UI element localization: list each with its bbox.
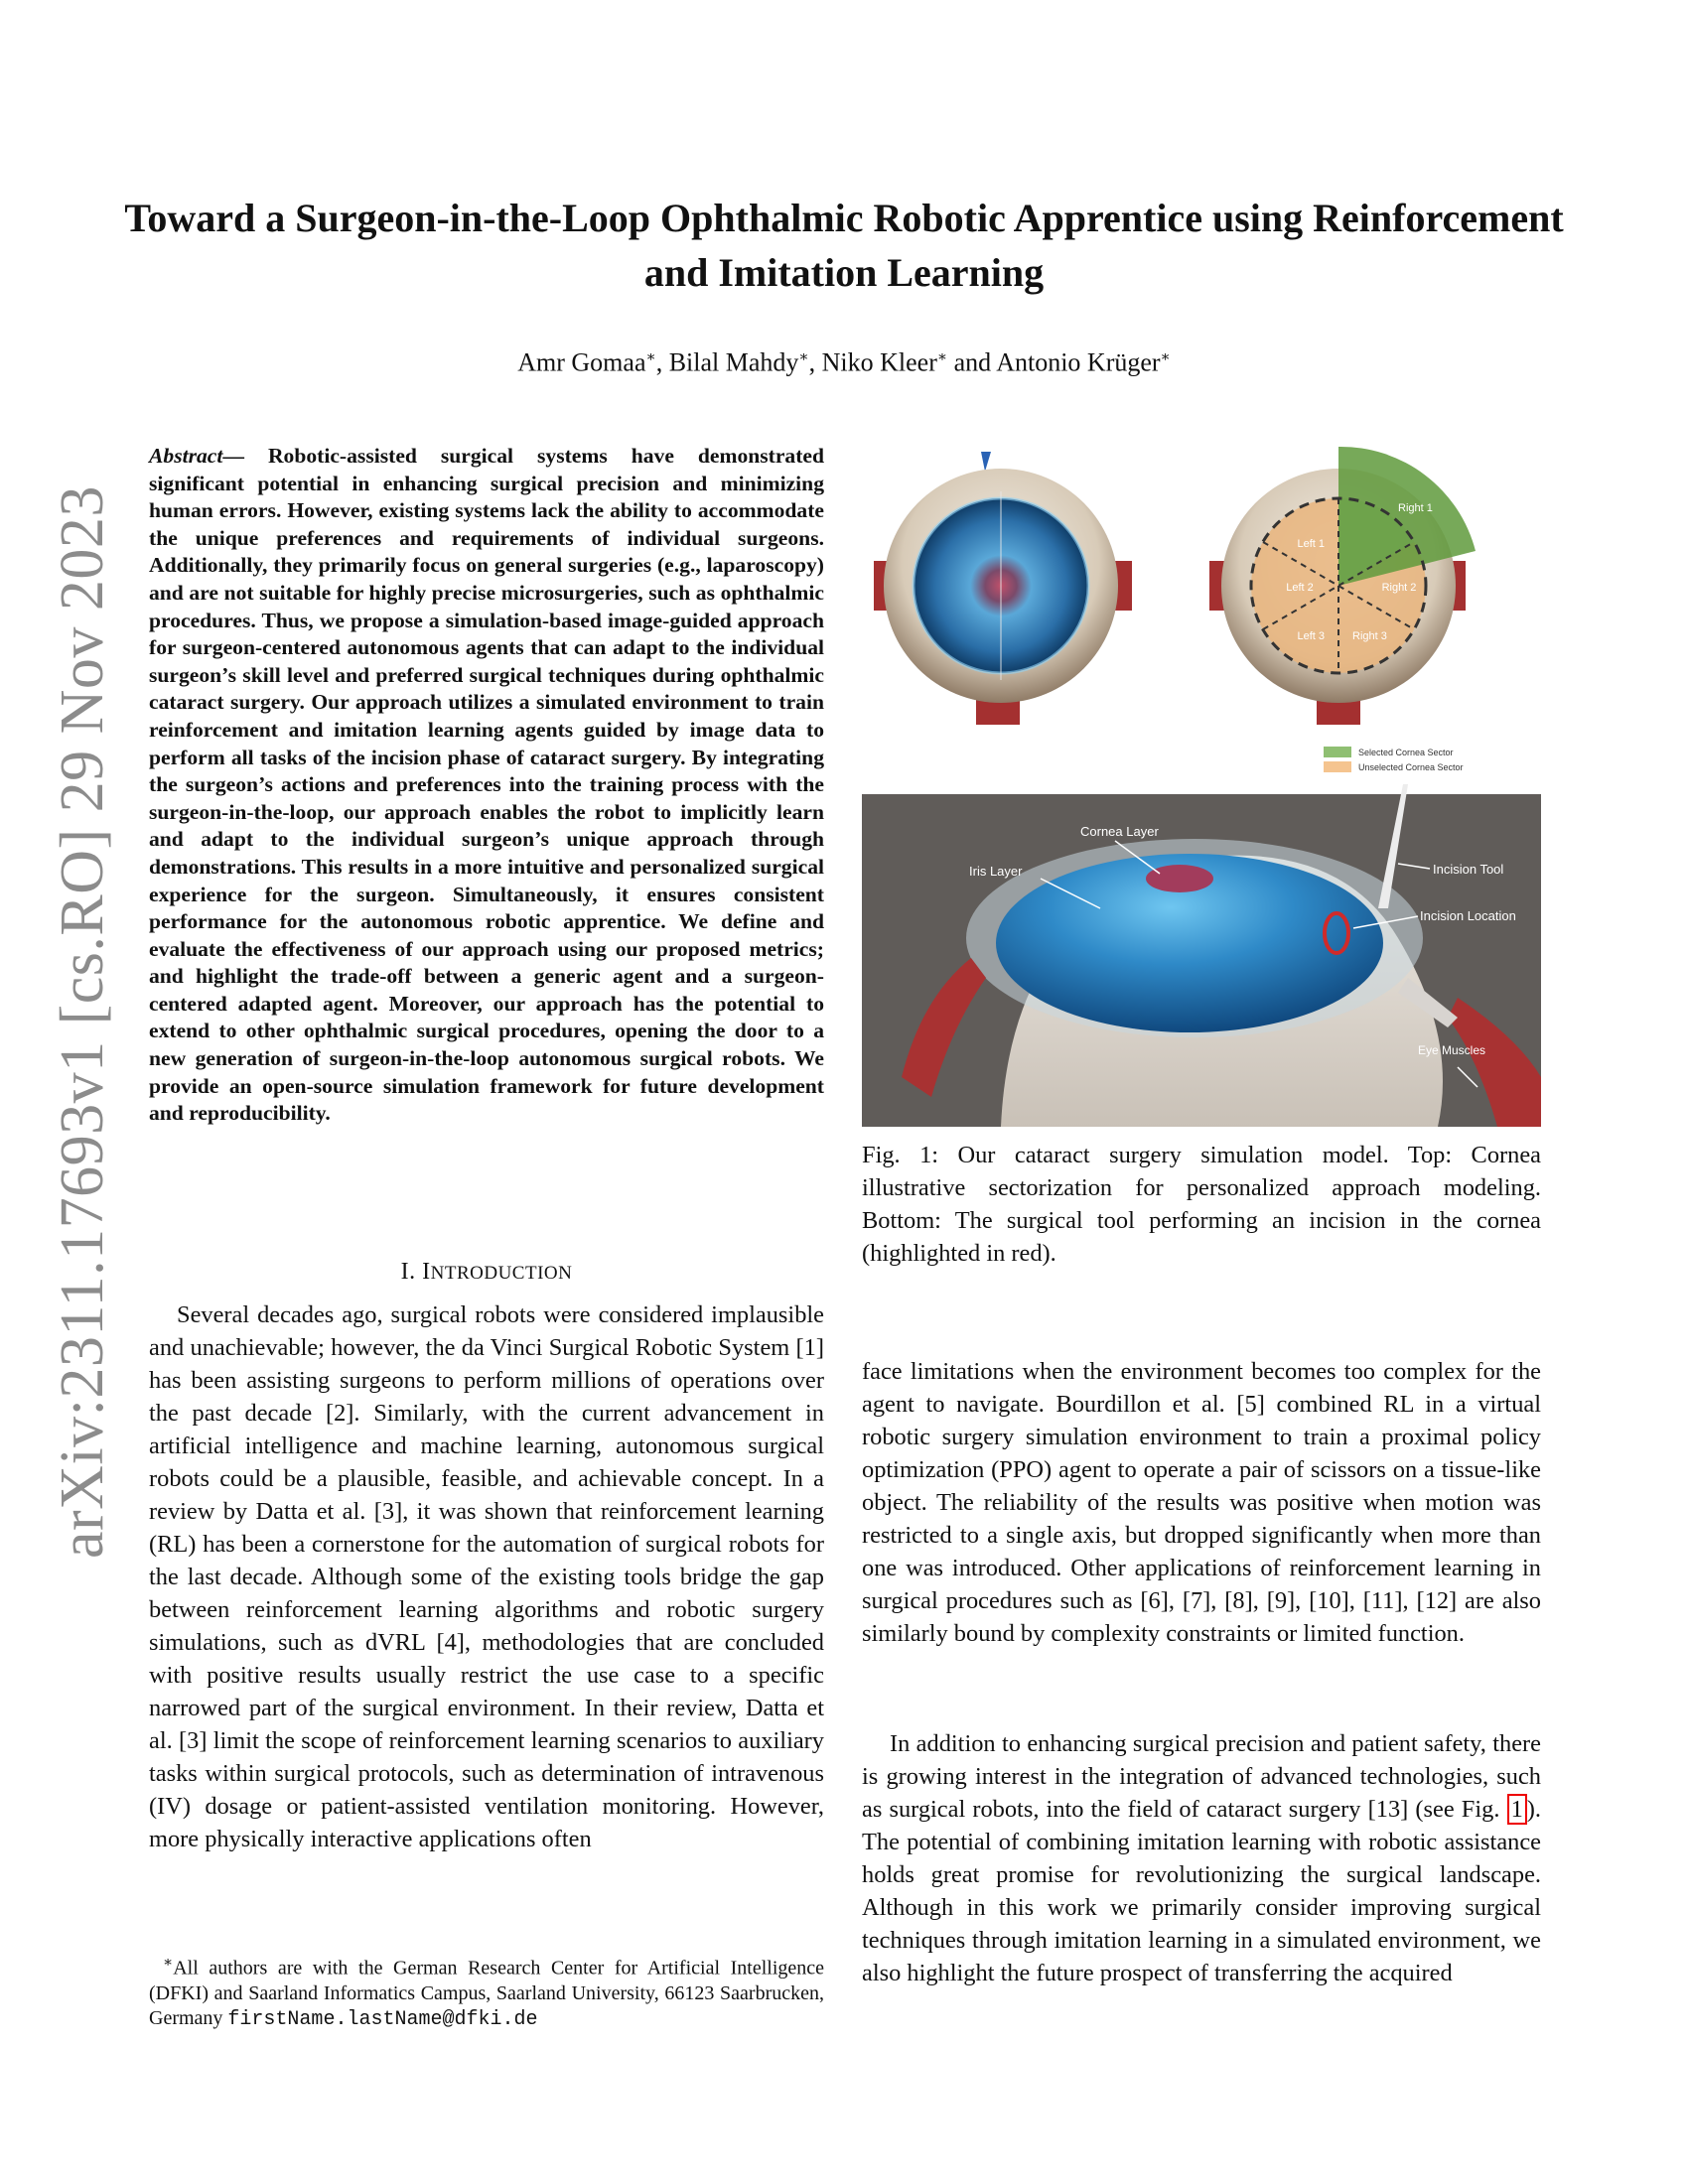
eye-model-sectorized (1209, 447, 1476, 725)
abstract (149, 443, 824, 1128)
intro-paragraph: Several decades ago, surgical robots were considered implausible and unachievable; however, the da Vinci Surgical Robotic System [1] has been assisting surgeons to perform millions of operations over the past decade [2]. Similarly, with the current advancement in artificial intelligence and machine learning, autonomous surgical robots could be a plausible, feasible, and achievable concept. In a review by Datta et al. [3], it was shown that reinforcement learning (RL) has been a cornerstone for the automation of surgical robots for the last decade. Although some of the existing tools bridge the gap between reinforcement learning algorithms and robotic surgery simulations, such as dVRL [4], methodologies that are concluded with positive results usually restrict the use case to a specific narrowed part of the surgical environment. In their review, Datta et al. [3] limit the scope of reinforcement learning scenarios to auxiliary tasks within surgical protocols, such as determination of intravenous (IV) dosage or patient-assisted ventilation monitoring. However, more physically interactive applications often (149, 1301, 824, 1852)
scene-label-cornea: Cornea Layer (1080, 824, 1159, 839)
sector-label: Left 2 (1286, 582, 1314, 594)
figure-reference-link[interactable]: 1 (1507, 1794, 1527, 1825)
eye-model-left (874, 452, 1132, 725)
footnote-text: All authors are with the German Research Center for Artificial Intelligence (DFKI) and Saarland Informatics Campus, Saarland University, 66123 Saarbrucken, Germany (149, 1957, 824, 2029)
author-list (119, 347, 1569, 378)
figure-caption: Fig. 1: Our cataract surgery simulation model. Top: Cornea illustrative sectorization for personalized approach modeling. Bottom: The surgical tool performing an incision in the cornea (highlighted in red). (862, 1142, 1541, 1267)
author-name: Niko Kleer (821, 347, 937, 377)
legend-label: Selected Cornea Sector (1358, 748, 1454, 757)
scene-label-tool: Incision Tool (1433, 862, 1504, 877)
section-number: I. (400, 1259, 423, 1285)
affiliation-mark: ∗ (936, 349, 948, 365)
body-paragraph: face limitations when the environment becomes too complex for the agent to navigate. Bourdillon et al. [5] combined RL in a virtual robotic surgery simulation environment to train a proximal policy optimization (PPO) agent to operate a pair of scissors on a tissue-like object. The reliability of the results was positive when motion was restricted to a single axis, but dropped significantly when more than one was introduced. Other applications of reinforcement learning in surgical procedures such as [6], [7], [8], [9], [10], [11], [12] are also similarly bound by complexity constraints or limited function. (862, 1358, 1541, 1647)
separator: and (947, 347, 997, 377)
body-paragraph (862, 1727, 1541, 1989)
section-title-initial: I (422, 1259, 431, 1285)
scene-label-iris: Iris Layer (969, 864, 1023, 879)
affiliation-mark: ∗ (798, 349, 809, 365)
paragraph-text: In addition to enhancing surgical precision and patient safety, there is growing interest in the integration of advanced technologies, such as surgical robots, into the field of cataract surgery [13] (see Fig. (862, 1730, 1541, 1823)
scene-label-muscles: Eye Muscles (1418, 1043, 1486, 1057)
paragraph-text: ). The potential of combining imitation learning with robotic assistance holds great promise for revolutionizing the surgical landscape. Although in this work we primarily consider improving surgical techniques through imitation learning in a simulated environment, we also highlight the future prospect of transferring the acquired (862, 1796, 1541, 1986)
legend-label: Unselected Cornea Sector (1358, 762, 1464, 772)
figure-legend (1324, 747, 1464, 772)
sector-label: Right 1 (1398, 502, 1433, 514)
abstract-dash: — (222, 444, 268, 468)
separator: , (655, 347, 669, 377)
footnote-mark: ∗ (163, 1955, 174, 1971)
footnote (149, 1951, 824, 2032)
sector-label: Left 3 (1297, 630, 1325, 642)
section-title-rest: NTRODUCTION (430, 1263, 573, 1284)
author-name: Antonio Krüger (996, 347, 1161, 377)
sector-label: Right 3 (1352, 630, 1387, 642)
author-name: Amr Gomaa (517, 347, 646, 377)
sector-label: Left 1 (1297, 538, 1325, 550)
arxiv-identifier: arXiv:2311.17693v1 [cs.RO] 29 Nov 2023 (49, 485, 116, 1559)
section-heading (149, 1259, 824, 1286)
abstract-text: Robotic-assisted surgical systems have demonstrated significant potential in enhancing surgical precision and minimizing human errors. However, existing systems lack the ability to accommodate the unique preferences and requirements of individual surgeons. Additionally, they primarily focus on general surgeries (e.g., laparoscopy) and are not suitable for highly precise microsurgeries, such as ophthalmic procedures. Thus, we propose a simulation-based image-guided approach for surgeon-centered autonomous agents that can adapt to the individual surgeon’s skill level and preferred surgical techniques during ophthalmic cataract surgery. Our approach utilizes a simulated environment to train reinforcement and imitation learning agents guided by image data to perform all tasks of the incision phase of cataract surgery. By integrating the surgeon’s actions and preferences into the training process with the surgeon-in-the-loop, our approach enables the robot to implicitly learn and adapt to the individual surgeon’s unique approach through demonstrations. This results in a more intuitive and personalized surgical experience for the surgeon. Simultaneously, it ensures consistent performance for the autonomous robotic apprentice. We define and evaluate the effectiveness of our approach using our proposed metrics; and highlight the trade-off between a generic agent and a surgeon-centered adapted agent. Moreover, our approach has the potential to extend to other ophthalmic surgical procedures, opening the door to a new generation of surgeon-in-the-loop autonomous surgical robots. We provide an open-source simulation framework for future development and reproducibility. (149, 444, 825, 1126)
figure-1 (862, 442, 1541, 1127)
abstract-label: Abstract (149, 444, 223, 468)
separator: , (808, 347, 822, 377)
incision-scene (862, 784, 1541, 1127)
legend-swatch-selected (1324, 747, 1351, 757)
legend-swatch-unselected (1324, 761, 1351, 772)
affiliation-mark: ∗ (1160, 349, 1171, 365)
paper-title: Toward a Surgeon-in-the-Loop Ophthalmic Robotic Apprentice using Reinforcement and Imitation Learning (124, 196, 1564, 295)
email-address: firstName.lastName@dfki.de (227, 2007, 538, 2031)
scene-label-location: Incision Location (1420, 908, 1516, 923)
affiliation-mark: ∗ (645, 349, 656, 365)
author-name: Bilal Mahdy (668, 347, 799, 377)
figure-1-illustration (862, 442, 1541, 1127)
sector-label: Right 2 (1381, 582, 1417, 594)
